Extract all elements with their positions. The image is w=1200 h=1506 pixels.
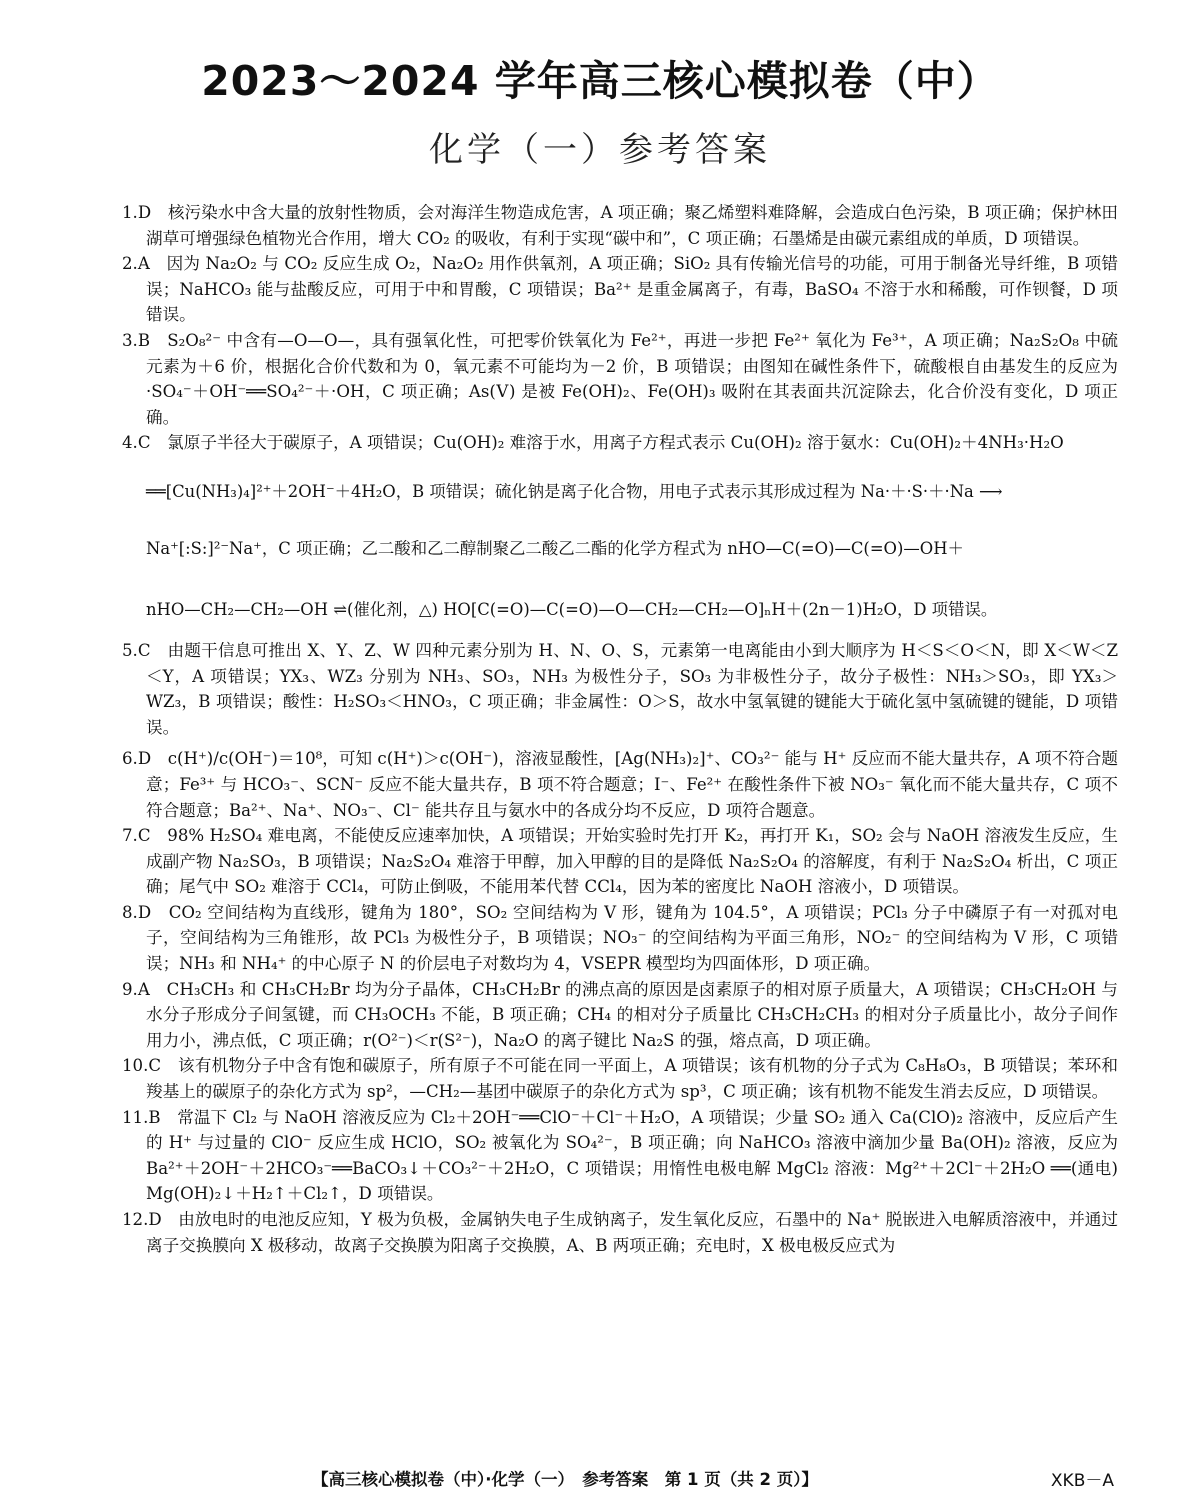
footer-page-info: 【高三核心模拟卷（中）·化学（一） 参考答案 第 1 页（共 2 页）】 [312, 1470, 818, 1489]
answer-item-10: 10.C 该有机物分子中含有饱和碳原子，所有原子不可能在同一平面上，A 项错误；该有机物的分子式为 C₈H₈O₃，B 项错误；苯环和羧基上的碳原子的杂化方式为 sp²，—CH₂—基团中碳原子的杂化方式为 sp³，C 项正确；该有机物不能发生消去反应，D 项错误。 [122, 1056, 1118, 1102]
answer-item-2: 2.A 因为 Na₂O₂ 与 CO₂ 反应生成 O₂，Na₂O₂ 用作供氧剂，A 项正确；SiO₂ 具有传输光信号的功能，可用于制备光导纤维，B 项错误；NaHCO₃ 能与盐酸反应，可用于中和胃酸，C 项错误；Ba²⁺ 是重金属离子，有毒，BaSO₄ 不溶于水和稀酸，可作钡餐，D 项错误。 [122, 254, 1118, 325]
answer-item-1: 1.D 核污染水中含大量的放射性物质，会对海洋生物造成危害，A 项正确；聚乙烯塑料难降解，会造成白色污染，B 项正确；保护林田湖草可增强绿色植物光合作用，增大 CO₂ 的吸收，有利于实现“碳中和”，C 项正确；石墨烯是由碳元素组成的单质，D 项错误。 [122, 203, 1118, 248]
answer-list [122, 200, 1118, 1258]
answer-item-11: 11.B 常温下 Cl₂ 与 NaOH 溶液反应为 Cl₂＋2OH⁻══ClO⁻＋Cl⁻＋H₂O，A 项错误；少量 SO₂ 通入 Ca(ClO)₂ 溶液中，反应后产生的 H⁺ 与过量的 ClO⁻ 反应生成 HClO，SO₂ 被氧化为 SO₄²⁻，B 项正确；向 NaHCO₃ 溶液中滴加少量 Ba(OH)₂ 溶液，反应为 Ba²⁺＋2OH⁻＋2HCO₃⁻══BaCO₃↓＋CO₃²⁻＋2H₂O，C 项错误；用惰性电极电解 MgCl₂ 溶液：Mg²⁺＋2Cl⁻＋2H₂O ══(通电) Mg(OH)₂↓＋H₂↑＋Cl₂↑，D 项错误。 [122, 1107, 1118, 1204]
answer-item-3: 3.B S₂O₈²⁻ 中含有—O—O—，具有强氧化性，可把零价铁氧化为 Fe²⁺，再进一步把 Fe²⁺ 氧化为 Fe³⁺，A 项正确；Na₂S₂O₈ 中硫元素为＋6 价，根据化合价代数和为 0，氧元素不可能均为－2 价，B 项错误；由图知在碱性条件下，硫酸根自由基发生的反应为 ·SO₄⁻＋OH⁻══SO₄²⁻＋·OH，C 项正确；As(Ⅴ) 是被 Fe(OH)₂、Fe(OH)₃ 吸附在其表面共沉淀除去，化合价没有变化，D 项正确。 [122, 330, 1118, 427]
item4-formula-line-2: Na⁺[:S:]²⁻Na⁺，C 项正确；乙二酸和乙二醇制聚乙二酸乙二酯的化学方程式为 nHO—C(=O)—C(=O)—OH＋ [146, 538, 964, 558]
answer-item-4: 4.C 氯原子半径大于碳原子，A 项错误；Cu(OH)₂ 难溶于水，用离子方程式表示 Cu(OH)₂ 溶于氨水：Cu(OH)₂＋4NH₃·H₂O [122, 433, 1064, 453]
page-footer [0, 1466, 1200, 1492]
answer-item-5: 5.C 由题干信息可推出 X、Y、Z、W 四种元素分别为 H、N、O、S，元素第一电离能由小到大顺序为 H＜S＜O＜N，即 X＜W＜Z＜Y，A 项错误；YX₃、WZ₃ 分别为 NH₃、SO₃，NH₃ 为极性分子，SO₃ 为非极性分子，故分子极性：NH₃＞SO₃，即 YX₃＞WZ₃，B 项错误；酸性：H₂SO₃＜HNO₃，C 项正确；非金属性：O＞S，故水中氢氧键的键能大于硫化氢中氢硫键的键能，D 项错误。 [122, 640, 1118, 737]
answer-item-6: 6.D c(H⁺)/c(OH⁻)＝10⁸，可知 c(H⁺)＞c(OH⁻)，溶液显酸性，[Ag(NH₃)₂]⁺、CO₃²⁻ 能与 H⁺ 反应而不能大量共存，A 项不符合题意；Fe³⁺ 与 HCO₃⁻、SCN⁻ 反应不能大量共存，B 项不符合题意；I⁻、Fe²⁺ 在酸性条件下被 NO₃⁻ 氧化而不能大量共存，C 项不符合题意；Ba²⁺、Na⁺、NO₃⁻、Cl⁻ 能共存且与氨水中的各成分均不反应，D 项符合题意。 [122, 749, 1118, 820]
answer-item-9: 9.A CH₃CH₃ 和 CH₃CH₂Br 均为分子晶体，CH₃CH₂Br 的沸点高的原因是卤素原子的相对原子质量大，A 项错误；CH₃CH₂OH 与水分子形成分子间氢键，而 CH₃OCH₃ 不能，B 项正确；CH₄ 的相对分子质量比 CH₃CH₂CH₃ 的相对分子质量比小，故分子间作用力小，沸点低，C 项正确；r(O²⁻)＜r(S²⁻)，Na₂O 的离子键比 Na₂S 的强，熔点高，D 项正确。 [122, 979, 1118, 1050]
page-title: 2023～2024 学年高三核心模拟卷（中） [201, 57, 999, 105]
footer-code: XKB－A [1050, 1471, 1114, 1491]
page-subtitle: 化学（一）参考答案 [429, 130, 771, 170]
item4-formula-line-3: nHO—CH₂—CH₂—OH ⇌(催化剂，△) HO[C(=O)—C(=O)—O—CH₂—CH₂—O]ₙH＋(2n－1)H₂O，D 项错误。 [146, 599, 998, 619]
item4-formula-line-1: ══[Cu(NH₃)₄]²⁺＋2OH⁻＋4H₂O，B 项错误；硫化钠是离子化合物，用电子式表示其形成过程为 Na·＋·S·＋·Na ⟶ [146, 481, 1003, 501]
answer-item-12: 12.D 由放电时的电池反应知，Y 极为负极，金属钠失电子生成钠离子，发生氧化反应，石墨中的 Na⁺ 脱嵌进入电解质溶液中，并通过离子交换膜向 X 极移动，故离子交换膜为阳离子交换膜，A、B 两项正确；充电时，X 极电极反应式为 [122, 1210, 1118, 1255]
answer-item-7: 7.C 98% H₂SO₄ 难电离，不能使反应速率加快，A 项错误；开始实验时先打开 K₂，再打开 K₁，SO₂ 会与 NaOH 溶液发生反应，生成副产物 Na₂SO₃，B 项错误；Na₂S₂O₄ 难溶于甲醇，加入甲醇的目的是降低 Na₂S₂O₄ 的溶解度，有利于 Na₂S₂O₄ 析出，C 项正确；尾气中 SO₂ 难溶于 CCl₄，可防止倒吸，不能用苯代替 CCl₄，因为苯的密度比 NaOH 溶液小，D 项错误。 [122, 826, 1118, 897]
answer-item-8: 8.D CO₂ 空间结构为直线形，键角为 180°，SO₂ 空间结构为 V 形，键角为 104.5°，A 项错误；PCl₃ 分子中磷原子有一对孤对电子，空间结构为三角锥形，故 PCl₃ 为极性分子，B 项错误；NO₃⁻ 的空间结构为平面三角形，NO₂⁻ 的空间结构为 V 形，C 项错误；NH₃ 和 NH₄⁺ 的中心原子 N 的价层电子对数均为 4，VSEPR 模型均为四面体形，D 项正确。 [122, 902, 1118, 974]
